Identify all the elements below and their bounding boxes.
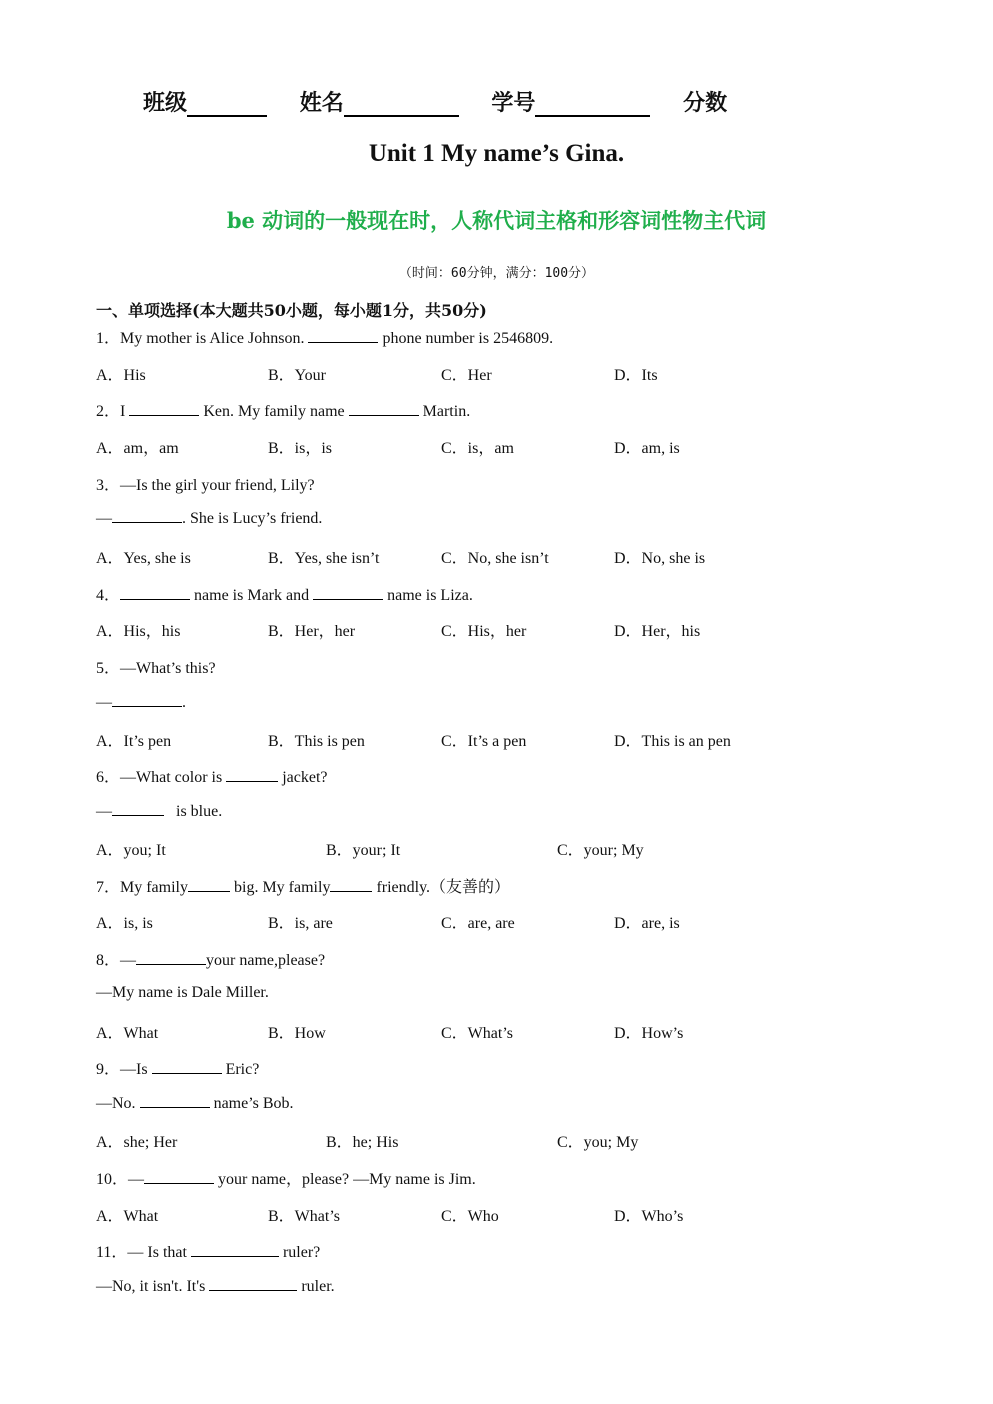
q8-text-a: 8．—	[96, 952, 137, 969]
q6-option-a[interactable]: A．you; It	[96, 842, 166, 859]
q9-option-b[interactable]: B．he; His	[326, 1134, 399, 1151]
q5-text-b: .	[182, 694, 186, 711]
q6-option-b[interactable]: B．your; It	[326, 842, 401, 859]
q5-option-d[interactable]: D．This is an pen	[614, 733, 731, 750]
q3-option-c[interactable]: C．No, she isn’t	[441, 550, 549, 567]
name-blank[interactable]	[344, 93, 459, 117]
q7-option-a[interactable]: A．is, is	[96, 915, 153, 932]
q6-text-b: jacket?	[278, 769, 328, 786]
q7-text-a: 7．My family	[96, 879, 188, 896]
q2-option-a[interactable]: A．am，am	[96, 440, 179, 457]
q6-option-c[interactable]: C．your; My	[557, 842, 644, 859]
q5-blank[interactable]	[112, 692, 182, 707]
q8-blank[interactable]	[136, 950, 206, 965]
q10-option-a[interactable]: A．What	[96, 1208, 159, 1225]
q5-option-b[interactable]: B．This is pen	[268, 733, 365, 750]
question-6	[96, 764, 328, 787]
question-8	[96, 947, 325, 970]
question-4	[96, 582, 473, 605]
question-9-response	[96, 1093, 294, 1113]
q10-text-b: your name，please? —My name is Jim.	[214, 1171, 476, 1188]
q9-blank-1[interactable]	[152, 1059, 222, 1074]
q4-text-a: 4．	[96, 587, 121, 604]
q10-blank[interactable]	[144, 1169, 214, 1184]
q9-blank-2[interactable]	[140, 1093, 210, 1108]
q4-text-c: name is Liza.	[383, 587, 473, 604]
q4-blank-2[interactable]	[313, 585, 383, 600]
q2-text-b: Ken. My family name	[199, 403, 349, 420]
q6-text-a: 6．—What color is	[96, 769, 227, 786]
question-5-response	[96, 692, 186, 712]
question-8-response: —My name is Dale Miller.	[96, 984, 269, 1001]
q9-option-c[interactable]: C．you; My	[557, 1134, 639, 1151]
q11-text-b: ruler?	[278, 1244, 321, 1261]
question-9	[96, 1056, 259, 1079]
q3-blank[interactable]	[112, 508, 182, 523]
q9-text-c: —No.	[96, 1095, 140, 1112]
question-3-response	[96, 508, 322, 528]
name-label: 姓名	[299, 90, 344, 116]
question-11-response	[96, 1276, 335, 1296]
student-id-label: 学号	[491, 90, 536, 116]
q10-option-d[interactable]: D．Who’s	[614, 1208, 684, 1225]
question-5: 5．—What’s this?	[96, 660, 216, 677]
q3-text-a: —	[96, 510, 112, 527]
q7-option-c[interactable]: C．are, are	[441, 915, 515, 932]
section-title: 一、单项选择(本大题共50小题，每小题1分，共50分)	[96, 301, 487, 320]
q10-option-c[interactable]: C．Who	[441, 1208, 499, 1225]
q11-blank-2[interactable]	[209, 1276, 297, 1291]
question-6-response	[96, 801, 222, 821]
q11-text-c: —No, it isn't. It's	[96, 1278, 210, 1295]
q9-text-b: Eric?	[221, 1061, 260, 1078]
q3-text-b: . She is Lucy’s friend.	[182, 510, 323, 527]
q5-option-c[interactable]: C．It’s a pen	[441, 733, 527, 750]
q1-blank[interactable]	[308, 328, 378, 343]
q7-text-b: big. My family	[230, 879, 331, 896]
q9-text-d: name’s Bob.	[209, 1095, 294, 1112]
q8-option-a[interactable]: A．What	[96, 1025, 159, 1042]
q1-option-b[interactable]: B．Your	[268, 367, 326, 384]
q7-blank-1[interactable]	[188, 877, 230, 892]
time-limit-note: （时间：60分钟，满分：100分）	[398, 266, 595, 281]
q2-blank-2[interactable]	[349, 401, 419, 416]
q2-blank-1[interactable]	[129, 401, 199, 416]
q9-text-a: 9．—Is	[96, 1061, 152, 1078]
class-label: 班级	[143, 90, 188, 116]
student-info-header	[143, 86, 727, 117]
score-label: 分数	[683, 90, 728, 116]
q1-option-c[interactable]: C．Her	[441, 367, 492, 384]
q2-option-d[interactable]: D．am, is	[614, 440, 680, 457]
q10-text-a: 10．—	[96, 1171, 145, 1188]
q2-text-a: 2．I	[96, 403, 130, 420]
q7-blank-2[interactable]	[330, 877, 372, 892]
question-11	[96, 1239, 320, 1262]
question-2	[96, 398, 470, 421]
q7-text-c: friendly.（友善的）	[372, 879, 511, 896]
question-3: 3．—Is the girl your friend, Lily?	[96, 477, 315, 494]
grammar-subtitle: be 动词的一般现在时，人称代词主格和形容词性物主代词	[226, 208, 767, 233]
q4-option-a[interactable]: A．His，his	[96, 623, 181, 640]
q4-blank-1[interactable]	[120, 585, 190, 600]
q11-text-d: ruler.	[297, 1278, 335, 1295]
q3-option-b[interactable]: B．Yes, she isn’t	[268, 550, 380, 567]
student-id-blank[interactable]	[535, 93, 650, 117]
q7-option-d[interactable]: D．are, is	[614, 915, 680, 932]
unit-title: Unit 1 My name’s Gina.	[368, 140, 625, 167]
q7-option-b[interactable]: B．is, are	[268, 915, 333, 932]
q4-option-b[interactable]: B．Her，her	[268, 623, 356, 640]
q8-option-d[interactable]: D．How’s	[614, 1025, 684, 1042]
q2-option-b[interactable]: B．is，is	[268, 440, 333, 457]
q6-blank-2[interactable]	[112, 801, 164, 816]
q1-option-d[interactable]: D．Its	[614, 367, 658, 384]
q1-text-b: phone number is 2546809.	[378, 330, 554, 347]
q11-blank-1[interactable]	[191, 1242, 279, 1257]
q6-text-d: is blue.	[164, 803, 223, 820]
q6-blank-1[interactable]	[226, 767, 278, 782]
q8-text-b: your name,please?	[206, 952, 326, 969]
q5-text-a: —	[96, 694, 112, 711]
q4-option-c[interactable]: C．His，her	[441, 623, 527, 640]
q8-option-b[interactable]: B．How	[268, 1025, 326, 1042]
q9-option-a[interactable]: A．she; Her	[96, 1134, 178, 1151]
q1-text-a: 1．My mother is Alice Johnson.	[96, 330, 309, 347]
question-1	[96, 325, 553, 348]
class-blank[interactable]	[187, 93, 267, 117]
q1-option-a[interactable]: A．His	[96, 367, 146, 384]
q2-option-c[interactable]: C．is，am	[441, 440, 514, 457]
q3-option-a[interactable]: A．Yes, she is	[96, 550, 191, 567]
q6-text-c: —	[96, 803, 112, 820]
question-10	[96, 1166, 476, 1189]
q11-text-a: 11．— Is that	[96, 1244, 191, 1261]
q2-text-c: Martin.	[418, 403, 471, 420]
q10-option-b[interactable]: B．What’s	[268, 1208, 340, 1225]
question-7	[96, 874, 510, 897]
q3-option-d[interactable]: D．No, she is	[614, 550, 706, 567]
q5-option-a[interactable]: A．It’s pen	[96, 733, 172, 750]
q8-option-c[interactable]: C．What’s	[441, 1025, 513, 1042]
q4-option-d[interactable]: D．Her，his	[614, 623, 701, 640]
q4-text-b: name is Mark and	[190, 587, 314, 604]
